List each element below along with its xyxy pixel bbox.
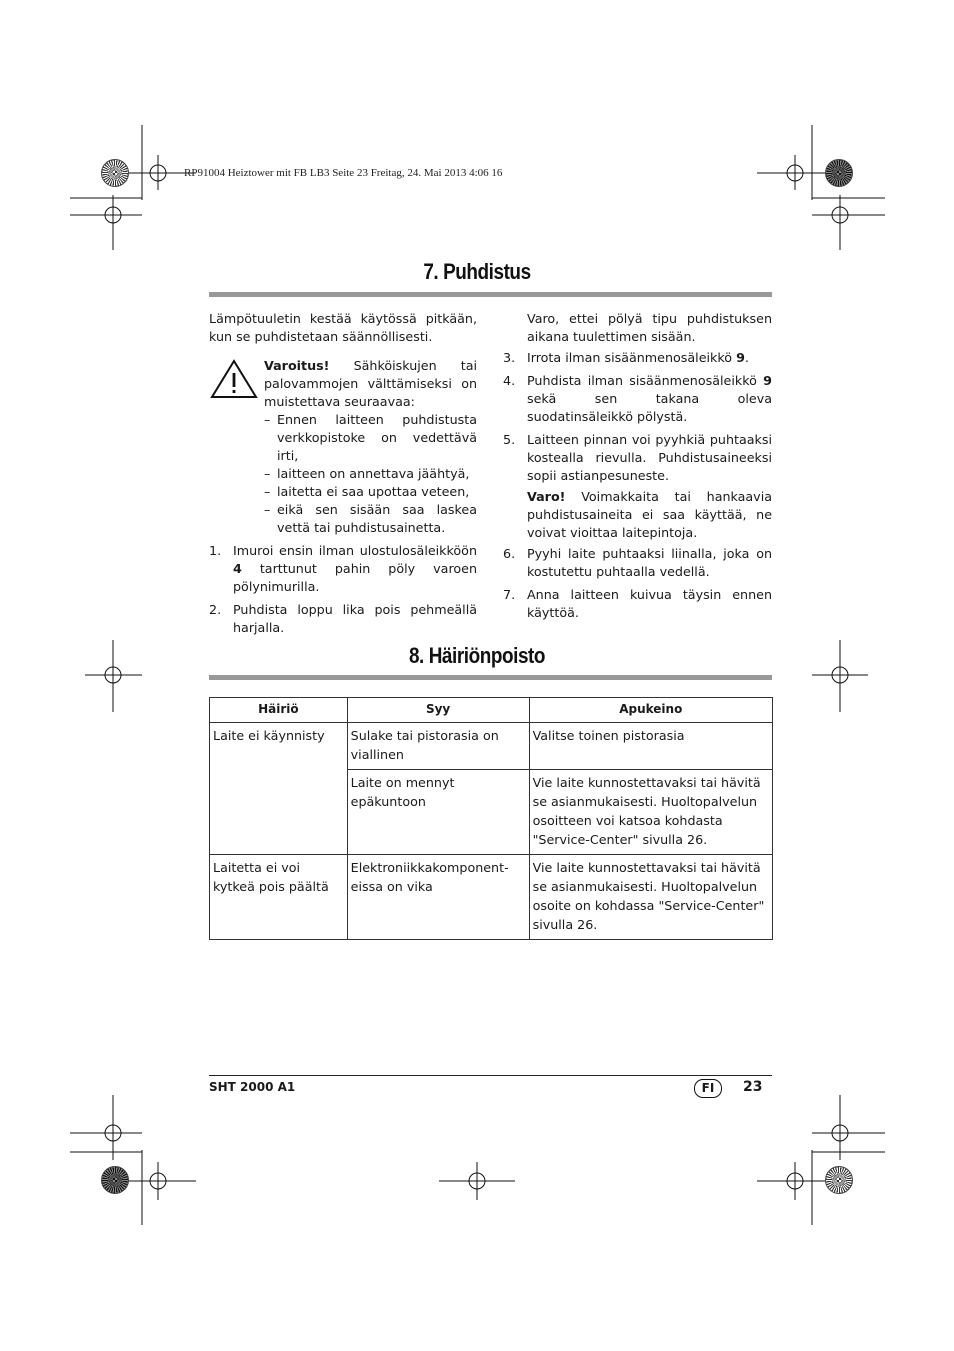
list-item: 2. Puhdista loppu lika pois pehmeällä harjalla. bbox=[209, 602, 477, 635]
warning-block bbox=[209, 357, 477, 537]
list-item: – eikä sen sisään saa laskea vettä tai puhdistusainetta. bbox=[264, 501, 477, 537]
list-item: 4. Puhdista ilman sisäänmenosäleikkö 9 sekä sen takana oleva suodatinsäleikkö pölystä. bbox=[503, 373, 772, 424]
warning-text: Varoitus! Sähköiskujen tai palovammojen välttämiseksi on muistettava seuraavaa: bbox=[264, 358, 477, 409]
list-item: – Ennen laitteen puhdistusta verkkopistoke on vedettävä irti, bbox=[264, 411, 477, 465]
list-item: 7. Anna laitteen kuivua täysin ennen käyttöä. bbox=[503, 587, 772, 620]
rosette-icon bbox=[825, 159, 853, 187]
model-number: SHT 2000 A1 bbox=[209, 1080, 296, 1094]
cleaning-steps-left bbox=[209, 542, 477, 637]
rosette-icon bbox=[101, 159, 129, 187]
title-divider bbox=[209, 675, 772, 680]
table-header-row bbox=[210, 698, 773, 723]
list-item: – laitteen on annettava jäähtyä, bbox=[264, 465, 477, 483]
list-item: 1. Imuroi ensin ilman ulostulosäleikköön 4 tarttunut pahin pöly varoen pölynimurilla. bbox=[209, 543, 477, 594]
warning-label: Varoitus! bbox=[264, 358, 330, 373]
warning-list bbox=[264, 411, 477, 537]
cause-cell: Elektroniikkakomponenteissa on vika bbox=[347, 855, 529, 940]
rosette-icon bbox=[101, 1166, 129, 1194]
column-header-problem: Häiriö bbox=[210, 698, 348, 723]
table-row bbox=[210, 855, 773, 940]
section-title-cleaning: 7. Puhdistus bbox=[423, 259, 531, 284]
footer-divider bbox=[209, 1075, 772, 1076]
problem-cell: Laitetta ei voi kytkeä pois päältä bbox=[210, 855, 348, 940]
cause-cell: Laite on mennyt epäkuntoon bbox=[347, 770, 529, 855]
list-item: 3. Irrota ilman sisäänmenosäleikkö 9. bbox=[503, 350, 749, 365]
remedy-cell: Vie laite kunnostettavaksi tai hävitä se asianmukaisesti. Huoltopalvelun osoite on kohdassa "Service-Center" sivulla 26. bbox=[529, 855, 772, 940]
list-item: 6. Pyyhi laite puhtaaksi liinalla, joka on kostutettu puhtaalla vedellä. bbox=[503, 546, 772, 579]
list-item: – laitetta ei saa upottaa veteen, bbox=[264, 483, 477, 501]
page-number: 23 bbox=[743, 1079, 763, 1095]
column-header-remedy: Apukeino bbox=[529, 698, 772, 723]
cleaning-steps-right-2 bbox=[503, 545, 772, 622]
troubleshooting-table bbox=[209, 697, 773, 940]
rosette-icon bbox=[825, 1166, 853, 1194]
column-header-cause: Syy bbox=[347, 698, 529, 723]
caution-note: Varo! Voimakkaita tai hankaavia puhdistusaineita ei saa käyttää, ne voivat vioittaa laitepintoja. bbox=[527, 489, 772, 540]
print-header: RP91004 Heiztower mit FB LB3 Seite 23 Freitag, 24. Mai 2013 4:06 16 bbox=[184, 167, 503, 179]
remedy-cell: Valitse toinen pistorasia bbox=[529, 723, 772, 770]
dust-note: Varo, ettei pölyä tipu puhdistuksen aikana tuulettimen sisään. bbox=[527, 311, 772, 344]
cleaning-right-column bbox=[503, 310, 772, 622]
cleaning-intro: Lämpötuuletin kestää käytössä pitkään, kun se puhdistetaan säännöllisesti. bbox=[209, 311, 477, 344]
cleaning-left-column bbox=[209, 310, 477, 637]
cleaning-steps-right bbox=[503, 349, 772, 485]
section-title-troubleshooting: 8. Häiriönpoisto bbox=[408, 643, 546, 668]
table-row bbox=[210, 723, 773, 770]
caution-label: Varo! bbox=[527, 489, 566, 504]
remedy-cell: Vie laite kunnostettavaksi tai hävitä se asianmukaisesti. Huoltopalvelun osoitteen voi katsoa kohdasta "Service-Center" sivulla 26. bbox=[529, 770, 772, 855]
problem-cell: Laite ei käynnisty bbox=[210, 723, 348, 855]
list-item: 5. Laitteen pinnan voi pyyhkiä puhtaaksi kostealla rievulla. Puhdistusaineeksi sopii astianpesuneste. bbox=[503, 432, 772, 483]
language-badge: FI bbox=[694, 1079, 722, 1098]
title-divider bbox=[209, 292, 772, 297]
cause-cell: Sulake tai pistorasia on viallinen bbox=[347, 723, 529, 770]
warning-triangle-icon bbox=[210, 359, 258, 399]
